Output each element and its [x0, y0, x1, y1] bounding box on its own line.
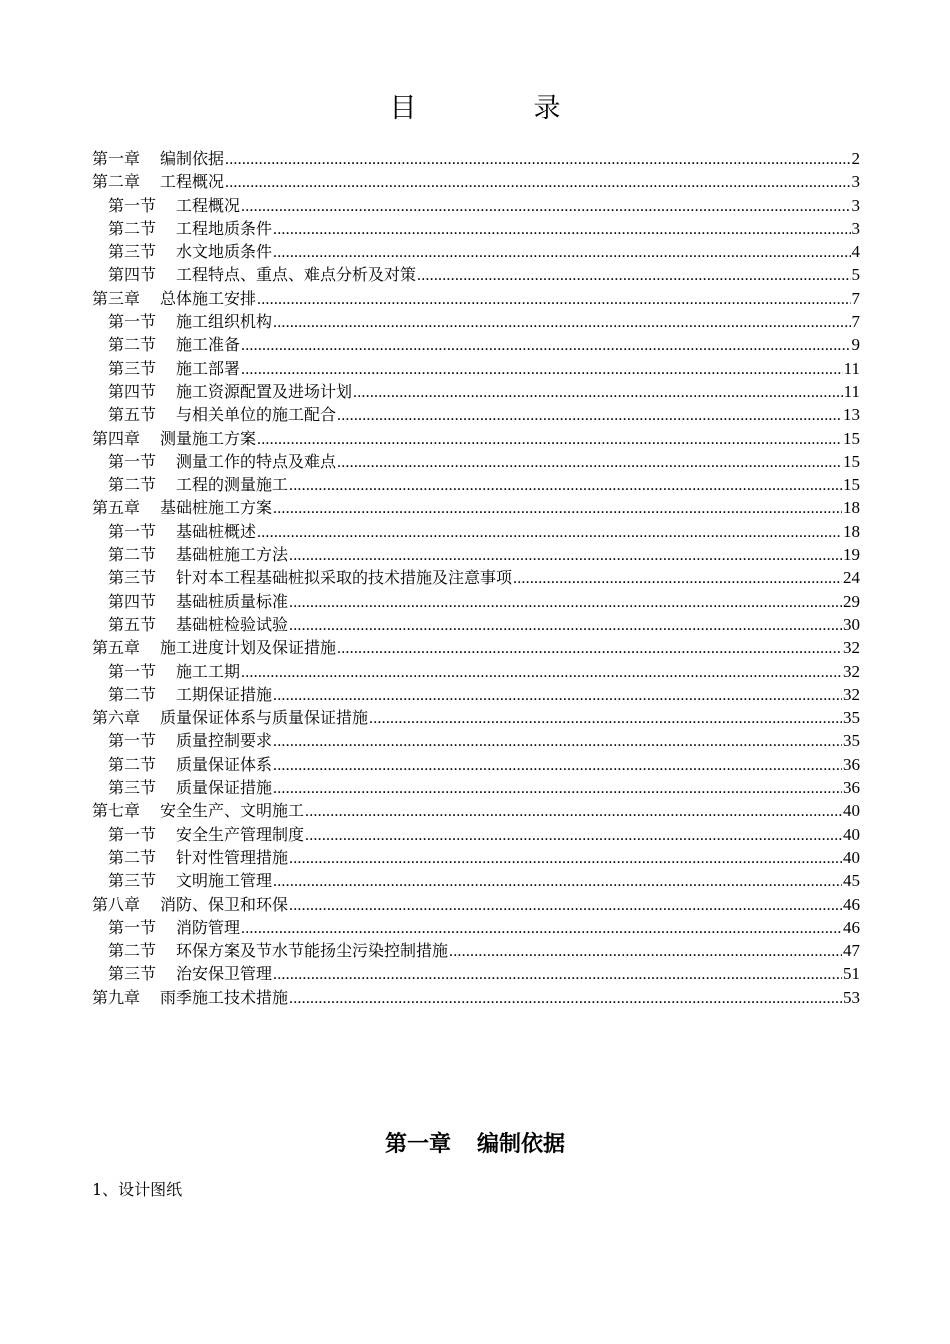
- toc-section-link[interactable]: [92, 450, 860, 473]
- toc-entry-title: 总体施工安排: [160, 288, 257, 308]
- toc-entry-text: [108, 962, 272, 985]
- toc-entry-text: [108, 869, 272, 892]
- toc-entry-label: 第二节: [108, 335, 157, 355]
- toc-dot-leader: [257, 521, 842, 544]
- toc-dot-leader: [273, 870, 842, 893]
- toc-page-number: 3: [851, 172, 860, 192]
- toc-page-number: 7: [851, 288, 860, 308]
- toc-page-number: 40: [843, 801, 860, 821]
- toc-dot-leader: [273, 311, 850, 334]
- toc-entry-text: [108, 846, 288, 869]
- toc-dot-leader: [241, 661, 842, 684]
- toc-entry-label: 第七章: [92, 801, 141, 821]
- toc-entry-title: 质量保证措施: [176, 778, 273, 798]
- toc-entry-label: 第一节: [108, 661, 157, 681]
- toc-dot-leader: [369, 707, 842, 730]
- toc-section-link[interactable]: [92, 753, 860, 776]
- toc-entry-label: 第二章: [92, 172, 141, 192]
- toc-entry-text: [92, 287, 256, 310]
- toc-entry-label: 第五章: [92, 498, 141, 518]
- toc-dot-leader: [289, 987, 842, 1010]
- toc-dot-leader: [289, 544, 842, 567]
- toc-section-link[interactable]: [92, 310, 860, 333]
- toc-entry-text: [108, 729, 272, 752]
- toc-section-link[interactable]: [92, 846, 860, 869]
- toc-dot-leader: [513, 567, 842, 590]
- toc-entry-title: 工程的测量施工: [176, 475, 289, 495]
- toc-entry-text: [108, 194, 240, 217]
- toc-chapter-link[interactable]: [92, 496, 860, 519]
- toc-section-link[interactable]: [92, 660, 860, 683]
- chapter-title: 编制依据: [477, 1131, 566, 1157]
- toc-chapter-link[interactable]: [92, 636, 860, 659]
- toc-section-link[interactable]: [92, 543, 860, 566]
- toc-entry-text: [108, 310, 272, 333]
- toc-entry-label: 第三节: [108, 778, 157, 798]
- toc-page-number: 18: [843, 521, 860, 541]
- toc-page-number: 45: [843, 871, 860, 891]
- chapter-label: 第一章: [384, 1131, 451, 1157]
- toc-section-link[interactable]: [92, 823, 860, 846]
- toc-entry-text: [108, 403, 336, 426]
- toc-entry-text: [92, 706, 368, 729]
- toc-entry-text: [108, 333, 240, 356]
- toc-page-number: 19: [843, 545, 860, 565]
- toc-entry-label: 第四节: [108, 591, 157, 611]
- toc-dot-leader: [289, 847, 842, 870]
- toc-section-link[interactable]: [92, 263, 860, 286]
- toc-entry-label: 第二节: [108, 475, 157, 495]
- toc-entry-label: 第二节: [108, 684, 157, 704]
- toc-page-number: 29: [843, 591, 860, 611]
- toc-page-number: 15: [843, 428, 860, 448]
- toc-section-link[interactable]: [92, 590, 860, 613]
- toc-dot-leader: [273, 684, 842, 707]
- toc-entry-title: 基础桩施工方法: [176, 545, 289, 565]
- toc-entry-title: 消防、保卫和环保: [160, 894, 289, 914]
- toc-page-number: 4: [851, 242, 860, 262]
- toc-entry-label: 第八章: [92, 894, 141, 914]
- toc-section-link[interactable]: [92, 962, 860, 985]
- toc-dot-leader: [241, 195, 850, 218]
- toc-dot-leader: [257, 288, 850, 311]
- toc-page-number: 35: [843, 731, 860, 751]
- toc-entry-title: 工程概况: [176, 195, 241, 215]
- toc-section-link[interactable]: [92, 520, 860, 543]
- toc-entry-text: [108, 613, 288, 636]
- toc-dot-leader: [225, 171, 850, 194]
- toc-entry-text: [108, 240, 272, 263]
- toc-entry-title: 消防管理: [176, 917, 241, 937]
- toc-entry-text: [108, 450, 336, 473]
- toc-entry-title: 施工组织机构: [176, 312, 273, 332]
- toc-section-link[interactable]: [92, 357, 860, 380]
- toc-entry-text: [92, 893, 288, 916]
- toc-entry-label: 第三节: [108, 358, 157, 378]
- toc-section-link[interactable]: [92, 240, 860, 263]
- toc-entry-label: 第二节: [108, 847, 157, 867]
- toc-section-link[interactable]: [92, 566, 860, 589]
- toc-section-link[interactable]: [92, 939, 860, 962]
- toc-entry-title: 环保方案及节水节能扬尘污染控制措施: [176, 941, 449, 961]
- toc-entry-title: 针对性管理措施: [176, 847, 289, 867]
- toc-entry-label: 第三节: [108, 964, 157, 984]
- toc-entry-label: 第三节: [108, 242, 157, 262]
- toc-entry-text: [108, 823, 304, 846]
- toc-page-number: 5: [851, 265, 860, 285]
- toc-entry-label: 第一节: [108, 195, 157, 215]
- toc-dot-leader: [273, 497, 842, 520]
- toc-entry-text: [108, 590, 288, 613]
- toc-section-link[interactable]: [92, 194, 860, 217]
- toc-chapter-link[interactable]: [92, 893, 860, 916]
- toc-chapter-link[interactable]: [92, 986, 860, 1009]
- toc-entry-label: 第一节: [108, 312, 157, 332]
- toc-entry-label: 第二节: [108, 754, 157, 774]
- toc-entry-label: 第一章: [92, 149, 141, 168]
- toc-entry-label: 第五节: [108, 405, 157, 425]
- toc-dot-leader: [305, 824, 842, 847]
- toc-title: 目 录: [389, 93, 606, 124]
- toc-page-number: 51: [843, 964, 860, 984]
- toc-section-link[interactable]: [92, 473, 860, 496]
- toc-entry-title: 质量保证体系: [176, 754, 273, 774]
- toc-page-number: 40: [843, 824, 860, 844]
- toc-dot-leader: [417, 264, 850, 287]
- toc-page-number: 35: [843, 708, 860, 728]
- toc-page-number: 36: [843, 754, 860, 774]
- toc-entry-label: 第六章: [92, 708, 141, 728]
- body-paragraph: 1、设计图纸: [92, 1180, 183, 1199]
- toc-dot-leader: [305, 800, 842, 823]
- toc-dot-leader: [337, 451, 842, 474]
- toc-dot-leader: [353, 381, 843, 404]
- toc-entry-text: [92, 636, 336, 659]
- toc-entry-text: [108, 543, 288, 566]
- toc-dot-leader: [273, 963, 842, 986]
- toc-page-number: 47: [843, 941, 860, 961]
- toc-entry-title: 测量施工方案: [160, 428, 257, 448]
- toc-entry-title: 工程概况: [160, 172, 225, 192]
- chapter-heading: [0, 1126, 950, 1162]
- toc-page-number: 3: [851, 218, 860, 238]
- toc-section-link[interactable]: [92, 916, 860, 939]
- toc-dot-leader: [337, 404, 842, 427]
- toc-entry-text: [108, 263, 416, 286]
- toc-entry-text: [108, 753, 272, 776]
- toc-entry-text: [108, 683, 272, 706]
- toc-entry-title: 工期保证措施: [176, 684, 273, 704]
- toc-entry-label: 第四节: [108, 381, 157, 401]
- toc-entry-label: 第一节: [108, 521, 157, 541]
- toc-entry-text: [92, 986, 288, 1009]
- toc-section-link[interactable]: [92, 776, 860, 799]
- toc-entry-label: 第一节: [108, 451, 157, 471]
- toc-entry-title: 质量控制要求: [176, 731, 273, 751]
- toc-entry-text: [108, 776, 272, 799]
- toc-entry-text: [108, 520, 256, 543]
- toc-entry-title: 施工进度计划及保证措施: [160, 638, 337, 658]
- toc-chapter-link[interactable]: [92, 706, 860, 729]
- toc-entry-label: 第一节: [108, 824, 157, 844]
- toc-page-number: 46: [843, 917, 860, 937]
- toc-page-number: 53: [843, 987, 860, 1007]
- toc-section-link[interactable]: [92, 613, 860, 636]
- toc-entry-label: 第三节: [108, 871, 157, 891]
- toc-page-number: 13: [843, 405, 860, 425]
- toc-section-link[interactable]: [92, 683, 860, 706]
- toc-page-number: 32: [843, 638, 860, 658]
- toc-page-number: 15: [843, 451, 860, 471]
- toc-page-number: 9: [851, 335, 860, 355]
- toc-section-link[interactable]: [92, 729, 860, 752]
- toc-entry-text: [108, 916, 240, 939]
- toc-entry-label: 第五章: [92, 638, 141, 658]
- toc-page-number: 7: [851, 312, 860, 332]
- toc-entry-title: 施工部署: [176, 358, 241, 378]
- toc-entry-label: 第五节: [108, 614, 157, 634]
- toc-entry-text: [108, 566, 512, 589]
- toc-entry-title: 施工工期: [176, 661, 241, 681]
- toc-entry-title: 基础桩质量标准: [176, 591, 289, 611]
- toc-dot-leader: [225, 148, 850, 171]
- toc-entry-label: 第一节: [108, 731, 157, 751]
- toc-entry-text: [108, 939, 448, 962]
- toc-entry-text: [108, 217, 272, 240]
- toc-entry-title: 工程地质条件: [176, 218, 273, 238]
- toc-page-number: 40: [843, 847, 860, 867]
- toc-entry-title: 治安保卫管理: [176, 964, 273, 984]
- toc-entry-title: 针对本工程基础桩拟采取的技术措施及注意事项: [176, 568, 513, 588]
- toc-dot-leader: [241, 917, 842, 940]
- toc-section-link[interactable]: [92, 333, 860, 356]
- toc-entry-text: [108, 380, 352, 403]
- toc-page-number: 11: [843, 381, 860, 401]
- toc-dot-leader: [273, 218, 850, 241]
- toc-dot-leader: [289, 894, 842, 917]
- toc-entry-title: 文明施工管理: [176, 871, 273, 891]
- toc-page-number: 30: [843, 614, 860, 634]
- toc-section-link[interactable]: [92, 380, 860, 403]
- toc-section-link[interactable]: [92, 403, 860, 426]
- toc-entry-label: 第二节: [108, 941, 157, 961]
- table-of-contents: [92, 147, 860, 1009]
- toc-entry-title: 工程特点、重点、难点分析及对策: [176, 265, 417, 285]
- toc-entry-title: 施工准备: [176, 335, 241, 355]
- toc-dot-leader: [257, 428, 842, 451]
- toc-dot-leader: [289, 591, 842, 614]
- toc-dot-leader: [337, 637, 842, 660]
- toc-entry-title: 安全生产管理制度: [176, 824, 305, 844]
- toc-entry-text: [92, 147, 224, 170]
- toc-dot-leader: [273, 730, 842, 753]
- toc-entry-label: 第二节: [108, 218, 157, 238]
- toc-entry-label: 第二节: [108, 545, 157, 565]
- toc-entry-text: [92, 427, 256, 450]
- toc-entry-title: 基础桩概述: [176, 521, 257, 541]
- toc-dot-leader: [273, 777, 842, 800]
- toc-entry-title: 安全生产、文明施工: [160, 801, 305, 821]
- toc-dot-leader: [289, 474, 842, 497]
- toc-entry-title: 基础桩施工方案: [160, 498, 273, 518]
- toc-chapter-link[interactable]: [92, 287, 860, 310]
- toc-entry-text: [108, 473, 288, 496]
- toc-page-number: 36: [843, 778, 860, 798]
- toc-page-number: 46: [843, 894, 860, 914]
- toc-section-link[interactable]: [92, 217, 860, 240]
- toc-entry-text: [92, 496, 272, 519]
- toc-entry-text: [108, 660, 240, 683]
- toc-section-link[interactable]: [92, 869, 860, 892]
- toc-dot-leader: [273, 754, 842, 777]
- toc-page-number: 3: [851, 195, 860, 215]
- toc-entry-label: 第九章: [92, 987, 141, 1007]
- toc-entry-label: 第一节: [108, 917, 157, 937]
- toc-page-number: 15: [843, 475, 860, 495]
- toc-entry-title: 施工资源配置及进场计划: [176, 381, 353, 401]
- toc-chapter-link[interactable]: [92, 147, 860, 170]
- toc-entry-title: 测量工作的特点及难点: [176, 451, 337, 471]
- toc-entry-text: [92, 170, 224, 193]
- toc-page-number: 24: [843, 568, 860, 588]
- toc-entry-title: 与相关单位的施工配合: [176, 405, 337, 425]
- toc-dot-leader: [241, 358, 843, 381]
- toc-entry-label: 第四节: [108, 265, 157, 285]
- toc-page-number: 11: [843, 358, 860, 378]
- toc-entry-title: 雨季施工技术措施: [160, 987, 289, 1007]
- toc-entry-title: 基础桩检验试验: [176, 614, 289, 634]
- toc-dot-leader: [273, 241, 850, 264]
- toc-entry-text: [108, 357, 240, 380]
- toc-page-number: 18: [843, 498, 860, 518]
- toc-chapter-link[interactable]: [92, 170, 860, 193]
- toc-entry-text: [92, 799, 304, 822]
- toc-entry-label: 第三节: [108, 568, 157, 588]
- toc-page-number: 32: [843, 661, 860, 681]
- toc-chapter-link[interactable]: [92, 799, 860, 822]
- toc-chapter-link[interactable]: [92, 427, 860, 450]
- toc-dot-leader: [241, 334, 850, 357]
- toc-dot-leader: [449, 940, 842, 963]
- toc-entry-label: 第四章: [92, 428, 141, 448]
- toc-dot-leader: [289, 614, 842, 637]
- toc-page-number: 2: [851, 149, 860, 168]
- toc-entry-label: 第三章: [92, 288, 141, 308]
- toc-page-number: 32: [843, 684, 860, 704]
- toc-entry-title: 水文地质条件: [176, 242, 273, 262]
- toc-entry-title: 编制依据: [160, 149, 225, 168]
- toc-entry-title: 质量保证体系与质量保证措施: [160, 708, 369, 728]
